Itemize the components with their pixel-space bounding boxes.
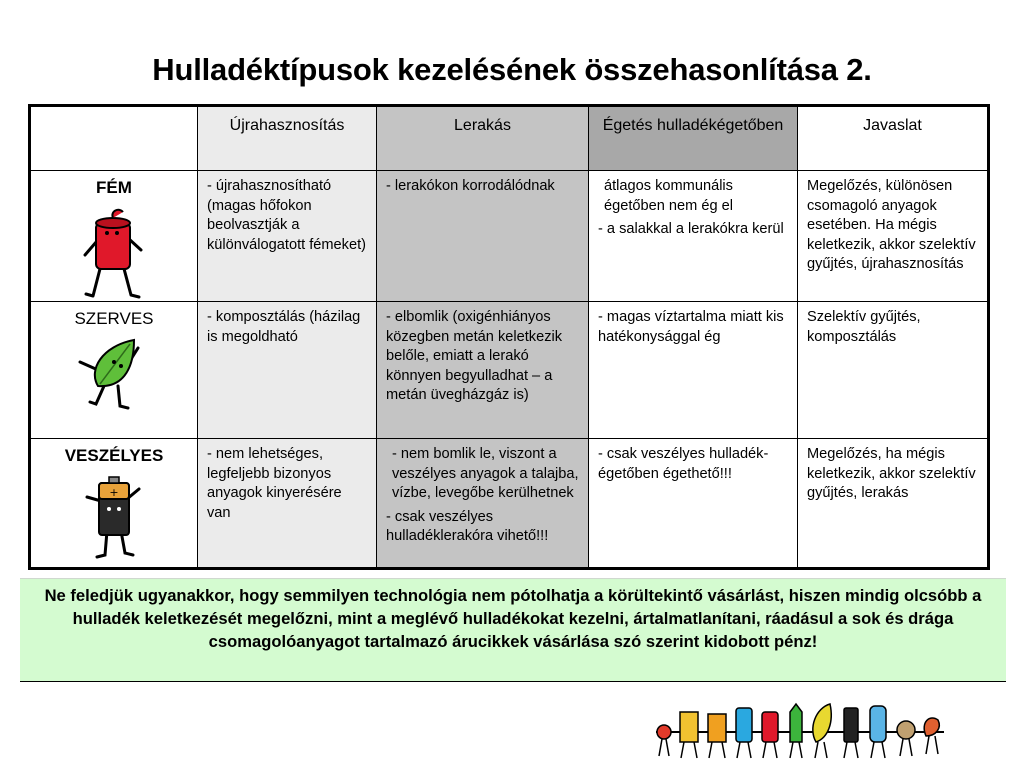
hazardous-landfill-text-1: - nem bomlik le, viszont a veszélyes anyagok a talajba, vízbe, levegőbe kerülhetnek — [392, 446, 579, 501]
metal-recycling — [198, 171, 377, 302]
header-empty — [31, 107, 198, 171]
hazardous-incineration-text: - csak veszélyes hulladék-égetőben égethető!!! — [598, 446, 769, 482]
page-title: Hulladéktípusok kezelésének összehasonlítása 2. — [152, 52, 872, 87]
hazardous-recycling — [198, 439, 377, 567]
advice-note: Ne feledjük ugyanakkor, hogy semmilyen technológia nem pótolhatja a körültekintő vásárlást, hiszen mindig olcsóbb a hulladék keletkezését megelőzni, mint a meglévő hulladékokat kezelni, ártalmatlanítani, ráadásul a sok és drága csomagolóanyagot tartalmazó árucikkek vásárlása szó szerint kidobott pénz! — [20, 578, 1006, 682]
comparison-table — [28, 104, 990, 570]
header-incineration: Égetés hulladékégetőben — [589, 107, 798, 171]
metal-incineration — [589, 171, 798, 302]
organic-incineration-text: - magas víztartalma miatt kis hatékonysággal ég — [598, 309, 784, 345]
organic-recycling — [198, 302, 377, 439]
organic-landfill-text: - elbomlik (oxigénhiányos közegben metán keletkezik belőle, emiatt a lerakó könnyen begyulladhat – a metán üvegházgáz is) — [386, 309, 563, 403]
row-head-hazardous — [31, 439, 198, 567]
hazardous-landfill-text-2: - csak veszélyes hulladéklerakóra vihető!!! — [386, 508, 549, 544]
red-can-figure-icon — [79, 203, 149, 302]
row-head-metal — [31, 171, 198, 302]
organic-recommendation — [798, 302, 987, 439]
metal-recommendation — [798, 171, 987, 302]
metal-recycling-text: - újrahasznosítható (magas hőfokon beolvasztják a különválogatott fémeket) — [207, 178, 366, 253]
row-head-organic — [31, 302, 198, 439]
hazardous-recommendation — [798, 439, 987, 567]
header-recommendation: Javaslat — [798, 107, 987, 171]
organic-incineration — [589, 302, 798, 439]
battery-figure-icon — [79, 471, 149, 563]
hazardous-incineration — [589, 439, 798, 567]
organic-landfill — [377, 302, 589, 439]
row-name-organic: SZERVES — [74, 309, 154, 328]
green-leaf-figure-icon — [74, 334, 154, 416]
organic-recommendation-text: Szelektív gyűjtés, komposztálás — [807, 309, 921, 345]
metal-incineration-text-1: átlagos kommunális égetőben nem ég el — [604, 178, 734, 214]
header-recycling: Újrahasznosítás — [198, 107, 377, 171]
metal-landfill — [377, 171, 589, 302]
metal-landfill-text: - lerakókon korrodálódnak — [386, 178, 555, 194]
metal-incineration-text-2: - a salakkal a lerakókra kerül — [598, 221, 784, 237]
row-name-hazardous: VESZÉLYES — [64, 446, 164, 465]
hazardous-recommendation-text: Megelőzés, ha mégis keletkezik, akkor szelektív gyűjtés, lerakás — [807, 446, 976, 501]
organic-recycling-text: - komposztálás (házilag is megoldható — [207, 309, 361, 345]
header-landfill: Lerakás — [377, 107, 589, 171]
waste-characters-holding-hands-icon — [650, 692, 950, 764]
svg-text:+: + — [109, 486, 119, 499]
metal-recommendation-text: Megelőzés, különösen csomagoló anyagok esetében. Ha mégis keletkezik, akkor szelektív gyűjtés, újrahasznosítás — [807, 178, 976, 272]
hazardous-landfill — [377, 439, 589, 567]
hazardous-recycling-text: - nem lehetséges, legfeljebb bizonyos anyagok kinyerésére van — [207, 446, 342, 521]
row-name-metal: FÉM — [96, 178, 132, 197]
